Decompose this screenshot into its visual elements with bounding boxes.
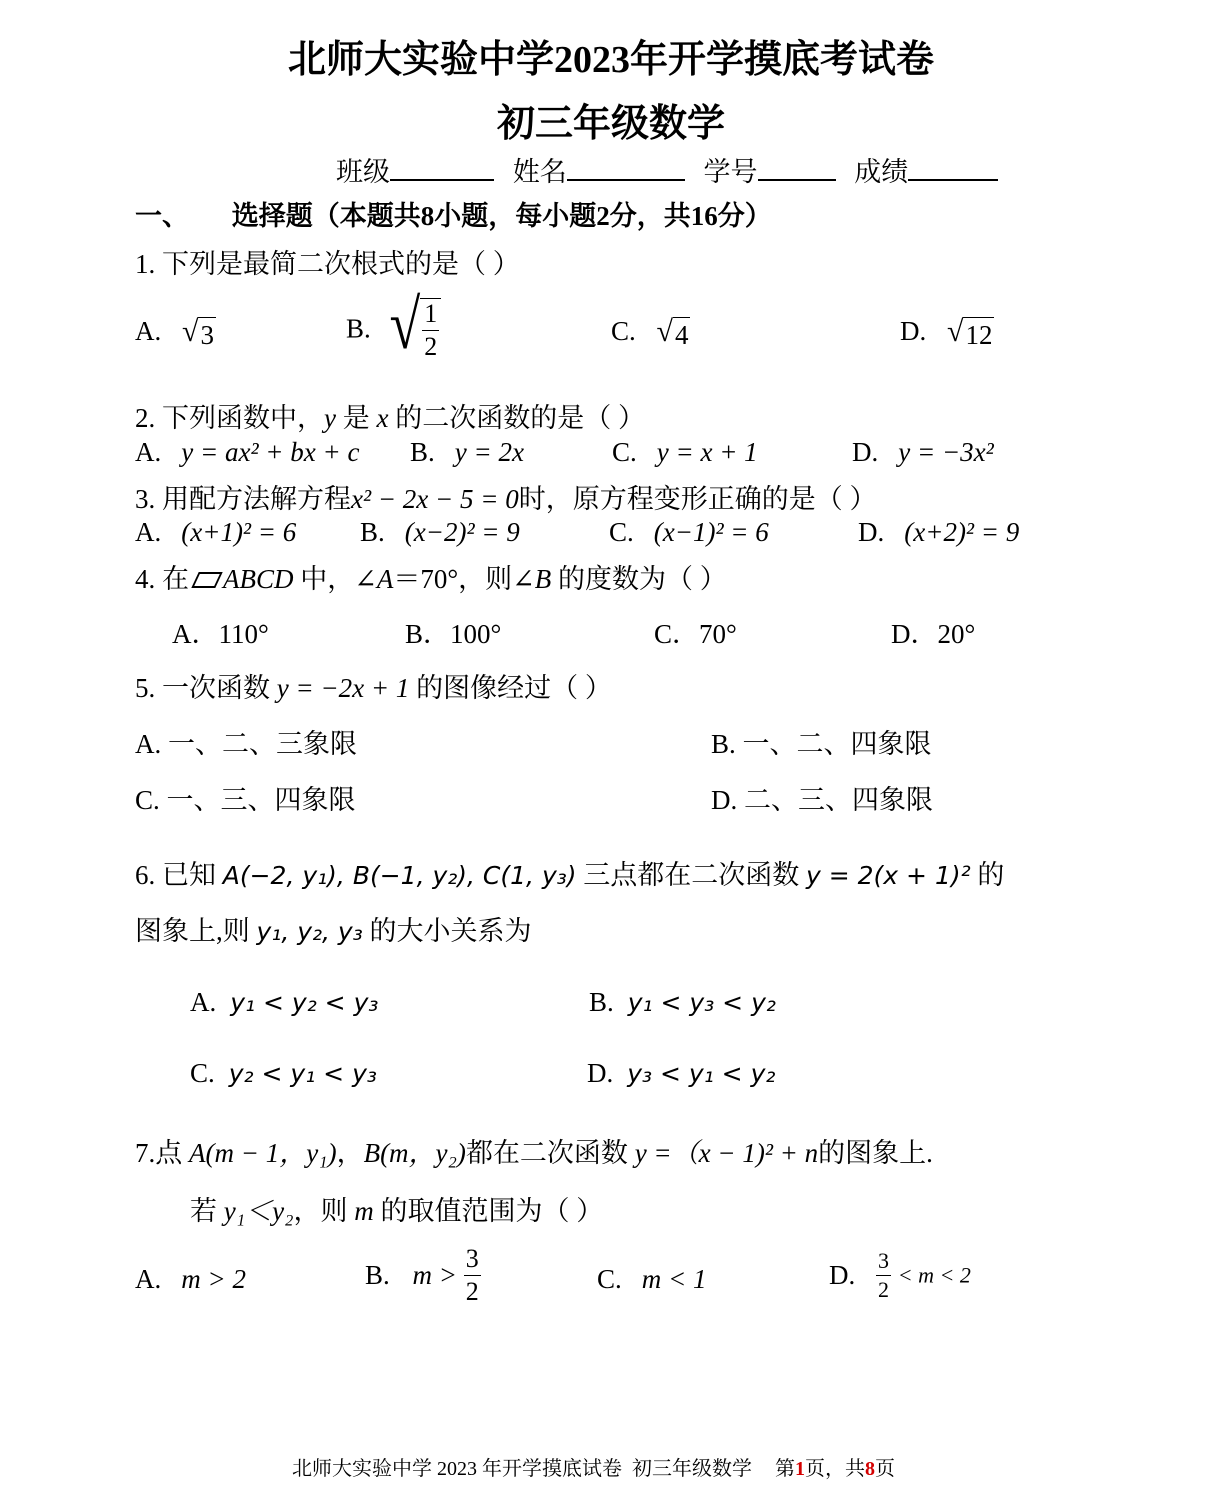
option-expression: y₁ < y₃ < y₂ bbox=[627, 988, 776, 1017]
option-label: D. bbox=[858, 517, 885, 547]
page-number: 1 bbox=[795, 1458, 805, 1480]
option-expression: y = x + 1 bbox=[656, 437, 758, 467]
page-total: 8 bbox=[865, 1458, 875, 1480]
option-label: D. bbox=[852, 437, 879, 467]
page-text: 页 bbox=[875, 1458, 895, 1480]
fraction bbox=[464, 1246, 481, 1305]
stem-text: 的取值范围为（ ） bbox=[373, 1196, 604, 1226]
point-a: A(m − 1，y₁) bbox=[189, 1138, 337, 1168]
option-label: A. bbox=[135, 316, 162, 346]
q7-option-d[interactable] bbox=[829, 1250, 971, 1301]
q7-option-a[interactable] bbox=[135, 1264, 246, 1295]
numerator: 1 bbox=[422, 301, 439, 331]
q7-option-c[interactable] bbox=[597, 1264, 706, 1295]
stem-text: 6. 已知 bbox=[135, 860, 223, 890]
sqrt-expression: √ 12 bbox=[947, 314, 993, 350]
denominator: 2 bbox=[424, 332, 438, 361]
section-number: 一、 bbox=[135, 201, 189, 231]
q4-option-c[interactable]: C．70° bbox=[654, 619, 737, 649]
function-expression: y =（x − 1)² + n bbox=[634, 1138, 819, 1168]
question-6-stem-line1 bbox=[135, 853, 1004, 892]
q2-option-a[interactable] bbox=[135, 437, 359, 468]
stem-text: ＝70°，则∠ bbox=[393, 564, 535, 594]
stem-text: 2. 下列函数中， bbox=[135, 403, 324, 433]
id-blank[interactable] bbox=[758, 155, 836, 181]
option-label: B. bbox=[360, 517, 385, 547]
name-label: 姓名 bbox=[512, 157, 567, 187]
var-x: x bbox=[376, 403, 389, 433]
option-label: C. bbox=[611, 316, 636, 346]
q6-option-d[interactable] bbox=[587, 1058, 775, 1089]
name-blank[interactable] bbox=[567, 155, 685, 181]
option-label: B. bbox=[589, 987, 614, 1017]
option-label: D. bbox=[900, 316, 927, 346]
numerator: 3 bbox=[876, 1250, 891, 1276]
denominator: 2 bbox=[465, 1277, 479, 1306]
stem-text: 若 bbox=[190, 1196, 224, 1226]
stem-text: 的图象上. bbox=[818, 1138, 933, 1168]
q3-option-a[interactable] bbox=[135, 517, 296, 548]
stem-text: 都在二次函数 bbox=[465, 1138, 635, 1168]
q3-option-d[interactable] bbox=[858, 517, 1019, 548]
question-7-stem-line1 bbox=[135, 1131, 933, 1170]
question-7-stem-line2 bbox=[190, 1189, 603, 1228]
q5-option-a[interactable]: A. 一、二、三象限 bbox=[135, 729, 357, 759]
option-expression: m > bbox=[412, 1260, 457, 1290]
point-b: B(m，y₂) bbox=[363, 1138, 466, 1168]
q5-option-c[interactable]: C. 一、三、四象限 bbox=[135, 785, 356, 815]
numerator: 3 bbox=[464, 1246, 481, 1276]
option-label: A. bbox=[190, 987, 217, 1017]
equation: x² − 2x − 5 = 0 bbox=[351, 484, 519, 514]
sqrt-fraction-expression: √ $\frac{1}{2}$ bbox=[390, 298, 442, 360]
option-label: B. bbox=[365, 1260, 390, 1290]
option-expression: (x+1)² = 6 bbox=[181, 517, 297, 547]
exam-title: 北师大实验中学2023年开学摸底考试卷 bbox=[287, 39, 934, 81]
question-3-stem bbox=[135, 477, 876, 516]
option-label: D. bbox=[587, 1058, 614, 1088]
shape-name: ABCD bbox=[223, 564, 294, 594]
stem-text: ， bbox=[336, 1138, 364, 1168]
q4-option-a[interactable]: A．110° bbox=[172, 619, 269, 649]
q6-option-c[interactable] bbox=[190, 1058, 377, 1089]
parallelogram-icon bbox=[191, 572, 222, 588]
angle-b: B bbox=[534, 564, 552, 594]
q1-option-a[interactable] bbox=[135, 316, 216, 351]
var-y: y bbox=[324, 403, 336, 433]
score-blank[interactable] bbox=[908, 155, 998, 181]
angle-a: A bbox=[376, 564, 394, 594]
page-text: 页，共 bbox=[805, 1458, 865, 1480]
stem-text: 4. 在 bbox=[135, 564, 189, 594]
q1-option-d[interactable] bbox=[900, 316, 994, 351]
class-blank[interactable] bbox=[390, 155, 494, 181]
option-label: A. bbox=[135, 517, 162, 547]
section-heading bbox=[135, 194, 772, 233]
stem-text: 是 bbox=[335, 403, 377, 433]
radicand: 12 bbox=[963, 317, 994, 351]
radicand: 3 bbox=[198, 317, 216, 351]
stem-text: 的度数为（ ） bbox=[551, 564, 727, 594]
option-expression: (x+2)² = 9 bbox=[904, 517, 1020, 547]
radicand: 4 bbox=[673, 317, 691, 351]
question-4-stem bbox=[135, 557, 727, 596]
stem-text: 时，原方程变形正确的是（ ） bbox=[518, 484, 877, 514]
stem-text: 的二次函数的是（ ） bbox=[388, 403, 645, 433]
q1-option-b[interactable] bbox=[346, 286, 441, 364]
option-expression: y = −3x² bbox=[898, 437, 994, 467]
condition: y₁＜y₂ bbox=[223, 1196, 294, 1226]
student-info-line bbox=[336, 150, 998, 189]
page-footer bbox=[292, 1452, 895, 1481]
q5-option-b[interactable]: B. 一、二、四象限 bbox=[711, 729, 932, 759]
option-expression: y₁ < y₂ < y₃ bbox=[230, 988, 379, 1017]
q7-option-b[interactable] bbox=[365, 1246, 481, 1305]
stem-text: 5. 一次函数 bbox=[135, 673, 277, 703]
question-1-stem: 1. 下列是最简二次根式的是（ ） bbox=[135, 249, 520, 279]
stem-text: 7.点 bbox=[135, 1138, 189, 1168]
option-expression: < m < 2 bbox=[897, 1262, 971, 1288]
fraction bbox=[422, 301, 439, 360]
question-2-stem bbox=[135, 396, 645, 435]
option-expression: y = 2x bbox=[454, 437, 524, 467]
q6-option-a[interactable] bbox=[190, 987, 378, 1018]
option-label: D. bbox=[829, 1260, 856, 1290]
class-label: 班级 bbox=[336, 157, 390, 187]
fraction bbox=[876, 1250, 891, 1301]
q2-option-b[interactable] bbox=[410, 437, 524, 468]
option-label: C. bbox=[597, 1264, 622, 1294]
q6-option-b[interactable] bbox=[589, 987, 776, 1018]
stem-text: 三点都在二次函数 bbox=[576, 860, 807, 890]
var-m: m bbox=[354, 1196, 374, 1226]
sqrt-expression: √ 4 bbox=[656, 314, 689, 350]
option-expression: y₂ < y₁ < y₃ bbox=[228, 1059, 377, 1088]
sqrt-expression: √ 3 bbox=[182, 314, 214, 350]
option-expression: m > 2 bbox=[181, 1264, 246, 1294]
exam-subtitle: 初三年级数学 bbox=[496, 103, 725, 145]
stem-text: ，则 bbox=[293, 1196, 355, 1226]
option-label: C. bbox=[190, 1058, 215, 1088]
stem-text: 的大小关系为 bbox=[362, 916, 532, 946]
vars-expression: y₁, y₂, y₃ bbox=[256, 917, 363, 946]
q2-option-d[interactable] bbox=[852, 437, 994, 468]
option-label: C. bbox=[609, 517, 634, 547]
id-label: 学号 bbox=[703, 157, 758, 187]
function-expression: y = 2(x + 1)² bbox=[806, 861, 971, 890]
option-expression: (x−2)² = 9 bbox=[404, 517, 520, 547]
stem-text: 的图像经过（ ） bbox=[409, 673, 612, 703]
option-label: C. bbox=[612, 437, 637, 467]
score-label: 成绩 bbox=[854, 157, 909, 187]
option-label: B. bbox=[410, 437, 435, 467]
points-expression: A(−2, y₁), B(−1, y₂), C(1, y₃) bbox=[222, 861, 577, 890]
option-label: A. bbox=[135, 437, 162, 467]
stem-text: 中，∠ bbox=[293, 564, 377, 594]
stem-text: 图象上,则 bbox=[135, 916, 257, 946]
question-6-stem-line2 bbox=[135, 909, 532, 948]
q3-option-c[interactable] bbox=[609, 517, 769, 548]
q3-option-b[interactable] bbox=[360, 517, 520, 548]
option-expression: (x−1)² = 6 bbox=[653, 517, 769, 547]
question-5-stem bbox=[135, 666, 612, 705]
option-expression: m < 1 bbox=[641, 1264, 707, 1294]
option-label: A. bbox=[135, 1264, 162, 1294]
function-expression: y = −2x + 1 bbox=[276, 673, 410, 703]
option-expression: y = ax² + bx + c bbox=[181, 437, 360, 467]
section-title: 选择题（本题共8小题，每小题2分，共16分） bbox=[231, 201, 772, 231]
page-indicator bbox=[775, 1458, 895, 1480]
stem-text: 的 bbox=[970, 860, 1005, 890]
q1-option-c[interactable] bbox=[611, 316, 690, 351]
page-text: 第 bbox=[775, 1458, 795, 1480]
footer-text: 北师大实验中学 2023 年开学摸底试卷 初三年级数学 bbox=[292, 1458, 752, 1480]
q5-option-d[interactable]: D. 二、三、四象限 bbox=[711, 785, 933, 815]
stem-text: 3. 用配方法解方程 bbox=[135, 484, 351, 514]
q4-option-d[interactable]: D．20° bbox=[891, 619, 976, 649]
q4-option-b[interactable]: B．100° bbox=[405, 619, 502, 649]
option-expression: y₃ < y₁ < y₂ bbox=[627, 1059, 776, 1088]
q2-option-c[interactable] bbox=[612, 437, 758, 468]
denominator: 2 bbox=[878, 1277, 889, 1302]
option-label: B. bbox=[346, 313, 371, 344]
